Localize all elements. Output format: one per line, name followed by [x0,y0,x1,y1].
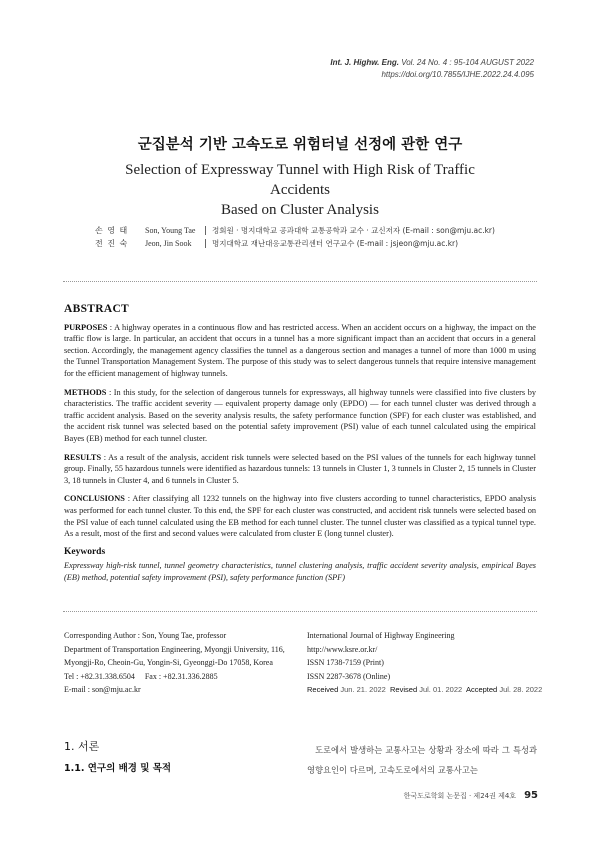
abstract-conclusions [64,493,536,539]
author-list [95,224,495,250]
doi-link[interactable]: https://doi.org/10.7855/IJHE.2022.24.4.095 [381,70,534,79]
purposes-label: PURPOSES [64,322,108,332]
issn-online: ISSN 2287-3678 (Online) [307,671,391,681]
received-label: Received [307,685,339,695]
volume-info: Vol. 24 No. 4 : 95-104 AUGUST 2022 [401,58,534,67]
accepted-date: Jul. 28. 2022 [499,685,543,695]
english-title [100,160,500,220]
author-name-english: Jeon, Jin Sook [145,239,192,248]
author-name-korean: 손 영 태 [95,226,129,235]
body-paragraph: 도로에서 발생하는 교통사고는 상황과 장소에 따라 그 특성과 영향요인이 다르며, 고속도로에서의 교통사고는 [307,745,537,775]
author-affiliation: 명지대학교 재난대응교통관리센터 연구교수 (E-mail : jsjeon@mju.ac.kr) [212,239,459,248]
journal-url[interactable]: http://www.ksre.or.kr/ [307,644,378,654]
english-title-line1: Selection of Expressway Tunnel with High Risk of Traffic Accidents [125,162,475,198]
conclusions-label: CONCLUSIONS [64,494,125,504]
revised-label: Revised [390,685,418,695]
abstract-methods [64,387,536,445]
publication-dates [307,683,547,697]
methods-text: : In this study, for the selection of dangerous tunnels for expressways, all highway tunnels were classified into five clusters by characteristics. The traffic accident severity — equivalent property damage only (EPDO) — for each tunnel cluster was derived through a traffic accident analysis. Based on the severity analysis results, the safety performance function (SPF) for each cluster was established, and the accident risk tunnel was selected based on the potential safety improvement (PSI) value of each tunnel calculated using the empirical Bayes (EB) method for each tunnel cluster. [64,387,536,443]
keywords-text: Expressway high-risk tunnel, tunnel geometry characteristics, tunnel clustering analysis, traffic accident severity analysis, empirical Bayes (EB) method, potential safety improvement (PSI), safety performance function (SPF) [64,561,536,582]
revised-date: Jul. 01. 2022 [419,685,463,695]
section-heading-introduction: 1. 서론 [64,740,100,753]
journal-info [307,629,547,697]
divider-bottom [63,611,537,612]
journal-abbreviation: Int. J. Highw. Eng. [330,58,399,67]
journal-header [330,57,534,81]
keywords-heading: Keywords [64,546,106,557]
abstract-results [64,452,536,487]
abstract-purposes [64,322,536,380]
corresponding-author-info [64,629,304,697]
accepted-label: Accepted [465,685,498,695]
corresponding-line: Tel : +82.31.338.6504 Fax : +82.31.336.2885 [64,671,218,681]
author-name-korean: 전 진 숙 [95,239,129,248]
journal-citation [330,57,534,69]
issn-print: ISSN 1738-7159 (Print) [307,658,384,668]
page-number: 95 [524,790,538,801]
subsection-heading-background: 1.1. 연구의 배경 및 목적 [64,763,172,774]
author-divider [205,239,206,248]
abstract-heading: ABSTRACT [64,303,130,315]
abstract-section [64,304,536,583]
journal-name: International Journal of Highway Engineering [307,631,455,640]
divider-top [63,281,537,282]
results-text: : As a result of the analysis, accident risk tunnels were selected based on the PSI values of the tunnels for each highway tunnel group. Finally, 55 hazardous tunnels were identified as hazardous tunnels: 13 tunnels in Cluster 1, 3 tunnels in Cluster 2, 15 tunnels in Cluster 3, 18 tunnels in Cluster 4, and 6 tunnels in Cluster 5. [64,452,536,485]
author-name-english: Son, Young Tae [145,226,196,235]
author-row [95,224,495,237]
corresponding-line: Corresponding Author : Son, Young Tae, professor [64,631,227,640]
corresponding-line: Myongji-Ro, Cheoin-Gu, Yongin-Si, Gyeonggi-Do 17058, Korea [64,658,273,668]
purposes-text: : A highway operates in a continuous flow and has restricted access. When an accident occurs on a highway, the impact on the traffic flow is large. In particular, an accident that occurs in a tunnel has a more significant impact than an accident that occurs in a general section. Accordingly, the management agency classifies the tunnel as a dangerous section and manages a tunnel of more than 1000 m using the Tunnel Transportation Management System. The purpose of this study was to select dangerous tunnels that require intensive management for the efficient management of highway tunnels. [64,322,536,378]
korean-title: 군집분석 기반 고속도로 위험터널 선정에 관한 연구 [137,137,463,153]
received-date: Jun. 21. 2022 [340,685,386,695]
results-label: RESULTS [64,452,102,462]
methods-label: METHODS [64,387,107,397]
author-divider [205,226,206,235]
footer-journal-issue: 한국도로학회 논문집 · 제24권 제4호 [403,792,517,800]
english-title-line2: Based on Cluster Analysis [221,202,379,218]
author-row [95,237,495,250]
conclusions-text: : After classifying all 1232 tunnels on the highway into five clusters according to tunnel characteristics, EPDO analysis was performed for each tunnel cluster. To this end, the SPF for each cluster was constructed, and accident risk tunnels were selected based on the PSI value of each tunnel calculated using the EB method for each tunnel cluster. The tunnel cluster was classified as a typical tunnel type. As a result, most of the first and second values were calculated from cluster E (long tunnel cluster). [64,494,536,539]
corresponding-email: E-mail : son@mju.ac.kr [64,685,141,695]
page-footer [404,790,538,801]
author-affiliation: 정회원 · 명지대학교 공과대학 교통공학과 교수 · 교신저자 (E-mail : son@mju.ac.kr) [212,226,495,235]
corresponding-line: Department of Transportation Engineering, Myongji University, 116, [64,644,285,654]
